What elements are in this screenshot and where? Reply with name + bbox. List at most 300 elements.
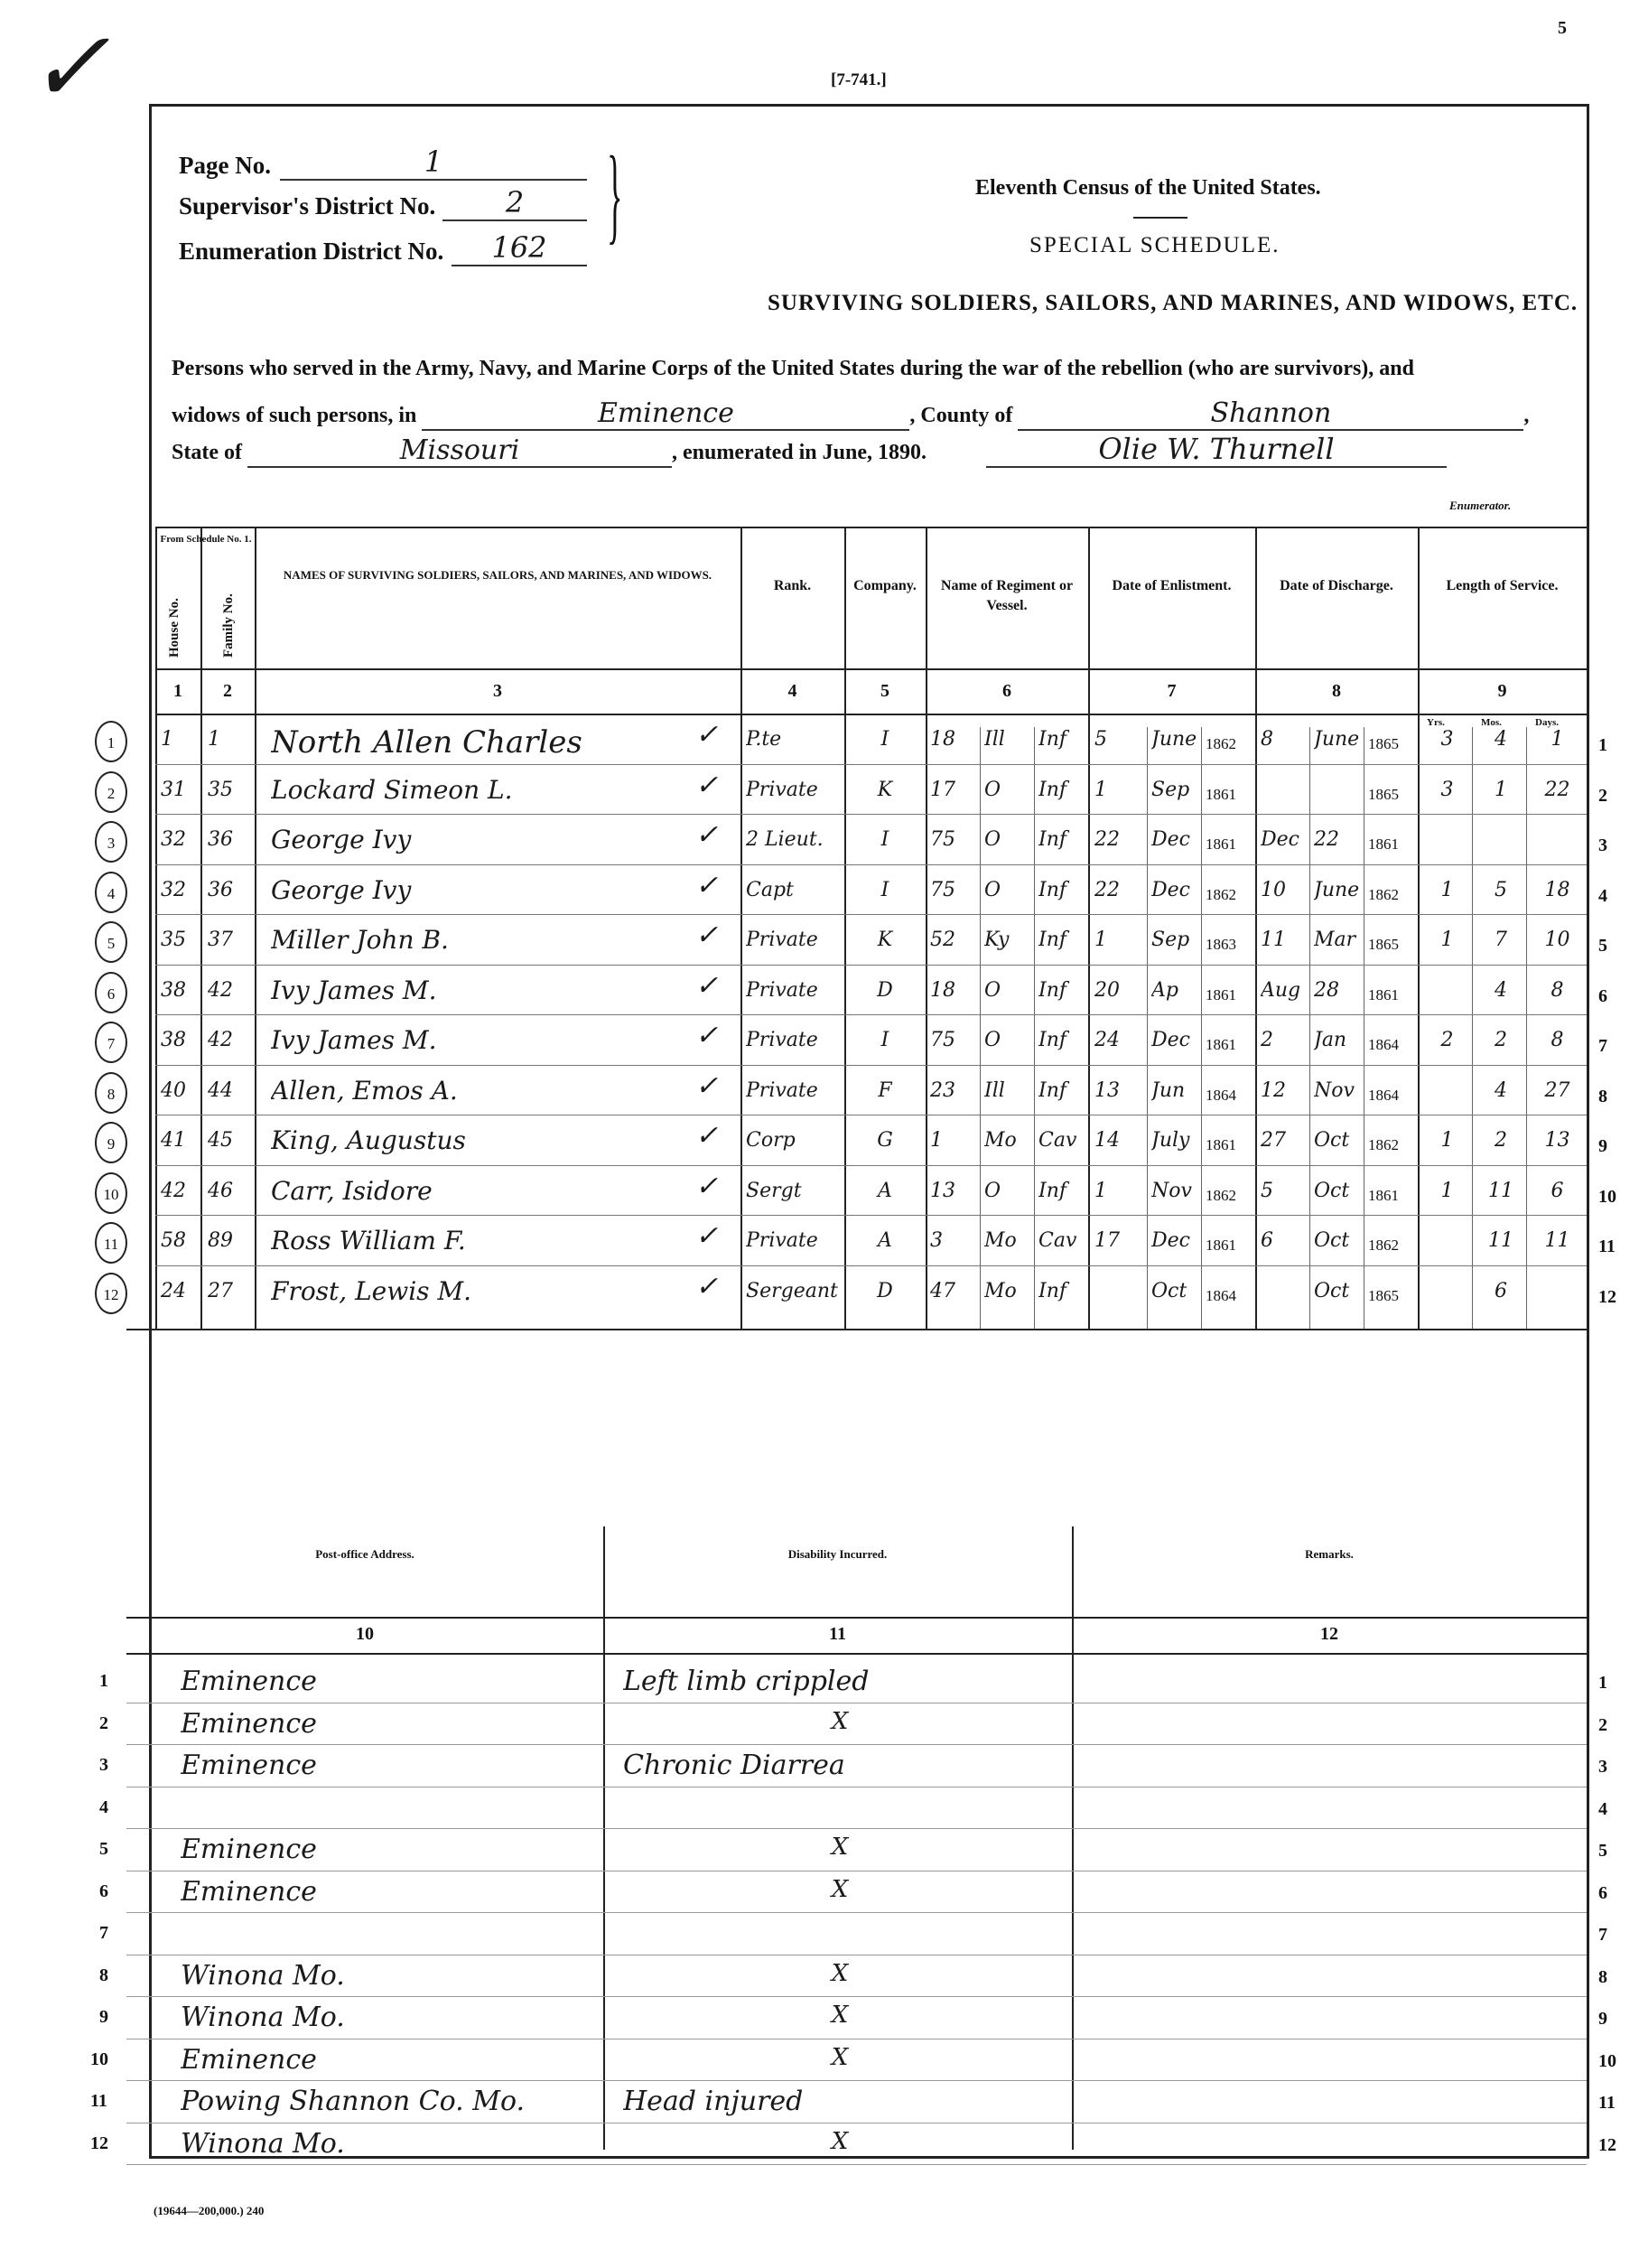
row-circle-marker: 4	[95, 872, 127, 913]
service-days: 1	[1551, 728, 1564, 751]
enlistment-part: July	[1151, 1129, 1190, 1152]
enlistment-part: 1	[1094, 1179, 1107, 1202]
row-circle-marker: 1	[95, 721, 127, 762]
service-months: 11	[1488, 1179, 1513, 1202]
discharge-part: Mar	[1314, 929, 1356, 951]
county-label: , County of	[909, 404, 1013, 427]
enlistment-part: 1864	[1206, 1086, 1236, 1104]
lower-row-number-right: 12	[1598, 2134, 1616, 2155]
row-rule	[155, 1215, 1587, 1216]
regiment-part: Cav	[1038, 1229, 1077, 1252]
check-mark-icon: ✓	[695, 1020, 719, 1051]
column-rule	[926, 527, 927, 1329]
discharge-part: Oct	[1314, 1129, 1350, 1152]
column-number: 4	[787, 681, 797, 701]
rank-header: Rank.	[773, 578, 812, 593]
disability: X	[831, 2127, 849, 2155]
remarks-header: Remarks.	[1305, 1547, 1354, 1561]
enlistment-part: 1864	[1206, 1286, 1236, 1304]
row-rule	[155, 814, 1587, 815]
service-days: 22	[1544, 778, 1570, 801]
lower-row-number: 8	[99, 1965, 108, 1985]
column-rule	[1088, 527, 1090, 1329]
supervisor-label: Supervisor's District No.	[179, 192, 436, 219]
row-rule	[155, 1265, 1587, 1266]
service-years: 3	[1440, 728, 1454, 751]
rank: Private	[746, 1078, 818, 1102]
post-office-address: Powing Shannon Co. Mo.	[181, 2086, 526, 2117]
row-number-right: 2	[1598, 785, 1607, 806]
discharge-part: 1865	[1368, 735, 1399, 752]
discharge-part: 1861	[1368, 985, 1399, 1003]
row-circle-marker: 3	[95, 821, 127, 863]
lower-row-number: 11	[90, 2091, 107, 2111]
service-years: 3	[1440, 778, 1454, 801]
names-header: NAMES OF SURVIVING SOLDIERS, SAILORS, AND MARINES, AND WIDOWS.	[283, 568, 712, 582]
lower-row-number-right: 10	[1598, 2050, 1616, 2071]
title-divider	[1133, 217, 1187, 219]
state-label: State of	[172, 441, 242, 464]
regiment-part: 75	[930, 878, 955, 901]
lower-column-rule	[1072, 1526, 1074, 2150]
service-years: 1	[1440, 1129, 1454, 1152]
row-circle-marker: 11	[95, 1222, 127, 1264]
service-days: 6	[1551, 1179, 1564, 1202]
page-label: Page No.	[179, 152, 271, 179]
discharge-part: 1862	[1368, 1136, 1399, 1153]
service-days: 11	[1544, 1229, 1570, 1252]
lower-row-number: 7	[99, 1923, 108, 1943]
sub-column-rule	[1034, 727, 1035, 1329]
service-months: 2	[1495, 1029, 1507, 1051]
rank: Private	[746, 1029, 818, 1051]
check-mark-icon: ✓	[695, 1120, 719, 1152]
column-number: 8	[1332, 681, 1341, 701]
table-top-rule	[155, 527, 1587, 528]
number-rule	[155, 714, 1587, 715]
enlistment-part: Dec	[1151, 878, 1190, 901]
row-circle-marker: 12	[95, 1273, 127, 1314]
soldier-name: King, Augustus	[271, 1125, 466, 1155]
from-schedule-label: From Schedule No. 1.	[160, 534, 252, 545]
row-number-right: 5	[1598, 936, 1607, 956]
family-number: 27	[208, 1279, 233, 1302]
regiment-part: Cav	[1038, 1129, 1077, 1152]
lower-row-rule	[126, 2080, 1587, 2081]
discharge-header: Date of Discharge.	[1280, 578, 1393, 593]
row-number-right: 12	[1598, 1286, 1616, 1307]
soldier-name: George Ivy	[271, 874, 412, 905]
lower-row-number-right: 5	[1598, 1841, 1607, 1861]
family-number: 36	[208, 878, 233, 901]
enlistment-part: June	[1151, 728, 1197, 751]
company: D	[877, 978, 893, 1002]
rank: Sergeant	[746, 1279, 838, 1302]
check-mark-icon: ✓	[695, 1220, 719, 1252]
post-office-address: Eminence	[181, 1834, 317, 1865]
column-number: 1	[173, 681, 182, 701]
house-number: 41	[161, 1129, 186, 1152]
rank: Private	[746, 778, 818, 801]
disability: X	[831, 2002, 849, 2029]
disability-header: Disability Incurred.	[787, 1547, 888, 1561]
house-number: 1	[161, 728, 173, 751]
discharge-part: 2	[1261, 1029, 1273, 1051]
discharge-part: Oct	[1314, 1279, 1350, 1302]
discharge-part: 1861	[1368, 835, 1399, 853]
company: F	[878, 1078, 892, 1102]
lower-row-number: 3	[99, 1755, 108, 1775]
enlistment-header: Date of Enlistment.	[1112, 578, 1232, 593]
place-value: Eminence	[422, 397, 909, 431]
column-number: 9	[1497, 681, 1507, 701]
enlistment-part: 1	[1094, 929, 1107, 951]
enlistment-part: 1861	[1206, 785, 1236, 803]
disability: Head injured	[623, 2086, 804, 2117]
regiment-part: O	[984, 878, 1001, 901]
house-number: 31	[161, 778, 186, 801]
rank: Sergt	[746, 1179, 802, 1202]
company: A	[878, 1179, 892, 1202]
lower-row-rule	[126, 1828, 1587, 1829]
column-rule	[255, 527, 256, 1329]
discharge-part: 1861	[1368, 1186, 1399, 1204]
company: I	[880, 878, 889, 901]
post-office-address: Eminence	[181, 2043, 317, 2076]
company: I	[880, 728, 889, 751]
column-number: 5	[880, 681, 889, 701]
state-value: Missouri	[247, 434, 672, 468]
page-value: 1	[280, 145, 587, 181]
discharge-part: June	[1314, 728, 1360, 751]
service-months: 5	[1495, 878, 1507, 901]
corner-mark: 5	[1558, 18, 1567, 38]
row-rule	[155, 864, 1587, 865]
census-title: Eleventh Census of the United States.	[975, 176, 1321, 200]
service-years: 1	[1440, 1179, 1454, 1202]
enlistment-part: 13	[1094, 1078, 1120, 1102]
post-office-address: Eminence	[181, 1875, 317, 1908]
discharge-part: Nov	[1314, 1078, 1355, 1102]
check-mark-icon: ✓	[695, 819, 719, 851]
post-office-address: Winona Mo.	[181, 1959, 345, 1992]
regiment-part: O	[984, 1029, 1001, 1051]
service-header: Length of Service.	[1446, 578, 1559, 593]
column-number: 6	[1002, 681, 1011, 701]
soldier-name: Ivy James M.	[271, 1025, 437, 1055]
lower-row-number-right: 3	[1598, 1757, 1607, 1777]
discharge-part: Aug	[1261, 978, 1301, 1002]
discharge-part: 1862	[1368, 885, 1399, 903]
enumeration-label: Enumeration District No.	[179, 238, 444, 265]
check-mark-icon: ✓	[695, 919, 719, 951]
enlistment-part: Oct	[1151, 1279, 1187, 1302]
enlistment-part: Ap	[1151, 978, 1178, 1002]
regiment-part: 13	[930, 1179, 955, 1202]
discharge-part: 6	[1261, 1229, 1273, 1252]
house-number: 58	[161, 1229, 186, 1252]
disability: X	[831, 1834, 849, 1861]
enlistment-part: Dec	[1151, 1029, 1190, 1051]
company-header: Company.	[853, 578, 917, 593]
service-days: 8	[1551, 978, 1564, 1002]
regiment-part: Ky	[984, 929, 1010, 951]
disability-number: 11	[829, 1624, 846, 1644]
check-mark-icon: ✓	[695, 719, 719, 751]
soldier-name: Ivy James M.	[271, 975, 437, 1005]
service-years: 1	[1440, 929, 1454, 951]
disability: X	[831, 1959, 849, 1987]
lower-row-number: 6	[99, 1881, 108, 1901]
regiment-part: 17	[930, 778, 955, 801]
enlistment-part: 1861	[1206, 985, 1236, 1003]
po-header: Post-office Address.	[315, 1547, 414, 1561]
family-number: 1	[208, 728, 220, 751]
regiment-part: 52	[930, 929, 955, 951]
enlistment-part: Sep	[1151, 929, 1190, 951]
column-number: 3	[493, 681, 502, 701]
lower-header-rule	[126, 1617, 1587, 1619]
company: D	[877, 1279, 893, 1302]
county-value: Shannon	[1018, 397, 1523, 431]
disability: X	[831, 1707, 849, 1735]
column-rule	[1255, 527, 1257, 1329]
service-months: 7	[1495, 929, 1507, 951]
enlistment-part: 5	[1094, 728, 1107, 751]
soldier-name: Frost, Lewis M.	[271, 1275, 472, 1306]
lower-row-number-right: 1	[1598, 1673, 1607, 1693]
service-days: 27	[1544, 1078, 1570, 1102]
row-circle-marker: 9	[95, 1122, 127, 1163]
regiment-part: Ill	[984, 728, 1005, 751]
enlistment-part: 24	[1094, 1029, 1120, 1051]
rank: P.te	[746, 728, 782, 751]
post-office-address: Winona Mo.	[181, 2127, 345, 2160]
lower-number-rule	[126, 1653, 1587, 1655]
enlistment-part: 1861	[1206, 835, 1236, 853]
company: K	[877, 778, 893, 801]
sub-column-rule	[1526, 727, 1527, 1329]
regiment-part: Inf	[1038, 1029, 1067, 1051]
enlistment-part: 22	[1094, 878, 1120, 901]
column-rule	[1587, 527, 1588, 1329]
row-rule	[155, 764, 1587, 765]
discharge-part: 27	[1261, 1129, 1286, 1152]
soldier-name: Miller John B.	[271, 925, 449, 955]
intro-line2: widows of such persons, in Eminence , County of Shannon ,	[172, 397, 1530, 429]
lower-row-number: 9	[99, 2007, 108, 2027]
schedule-subtitle: SURVIVING SOLDIERS, SAILORS, AND MARINES, AND WIDOWS, ETC.	[768, 291, 1578, 315]
regiment-part: Inf	[1038, 878, 1067, 901]
lower-row-number: 1	[99, 1671, 108, 1691]
regiment-part: O	[984, 828, 1001, 851]
check-mark-icon: ✓	[695, 969, 719, 1002]
house-number: 40	[161, 1078, 186, 1102]
post-office-address: Eminence	[181, 1750, 317, 1781]
discharge-part: Oct	[1314, 1229, 1350, 1252]
family-number: 35	[208, 778, 233, 801]
enlistment-part: Dec	[1151, 828, 1190, 851]
lower-row-number-right: 9	[1598, 2009, 1607, 2029]
regiment-part: 18	[930, 728, 955, 751]
rank: Private	[746, 929, 818, 951]
row-circle-marker: 5	[95, 921, 127, 963]
regiment-part: O	[984, 978, 1001, 1002]
row-circle-marker: 6	[95, 972, 127, 1013]
discharge-part: 1865	[1368, 785, 1399, 803]
yrs-label: Yrs.	[1427, 717, 1445, 728]
post-office-address: Eminence	[181, 1707, 317, 1740]
table-bottom-rule	[126, 1329, 1587, 1330]
check-mark-icon: ✓	[695, 869, 719, 901]
row-number-right: 4	[1598, 885, 1607, 906]
widows-prefix: widows of such persons, in	[172, 404, 417, 427]
checkmark-icon: ✓	[27, 9, 111, 125]
regiment-part: Inf	[1038, 728, 1067, 751]
column-rule	[740, 527, 742, 1329]
regiment-part: Inf	[1038, 1078, 1067, 1102]
discharge-part: June	[1314, 878, 1360, 901]
discharge-part: 22	[1314, 828, 1339, 851]
row-number-right: 11	[1598, 1237, 1616, 1256]
regiment-part: O	[984, 778, 1001, 801]
lower-row-rule	[126, 2164, 1587, 2165]
row-number-right: 7	[1598, 1036, 1607, 1056]
regiment-part: Ill	[984, 1078, 1005, 1102]
regiment-part: O	[984, 1179, 1001, 1202]
row-number-right: 1	[1598, 735, 1607, 755]
lower-row-number: 5	[99, 1839, 108, 1859]
lower-row-number: 10	[90, 2049, 108, 2069]
row-rule	[155, 914, 1587, 915]
discharge-part: 1864	[1368, 1036, 1399, 1053]
regiment-part: 3	[930, 1229, 943, 1252]
regiment-part: Inf	[1038, 1179, 1067, 1202]
intro-line3	[172, 432, 1567, 468]
lower-row-number-right: 8	[1598, 1966, 1607, 1987]
schedule-title: SPECIAL SCHEDULE.	[1029, 233, 1280, 257]
column-number: 7	[1167, 681, 1177, 701]
discharge-part: 1865	[1368, 1286, 1399, 1304]
intro-line1: Persons who served in the Army, Navy, and Marine Corps of the United States during the war of the rebellion (who are survivors), and	[172, 357, 1414, 380]
lower-row-rule	[126, 1912, 1587, 1913]
company: G	[877, 1129, 893, 1152]
regiment-part: 47	[930, 1279, 955, 1302]
enumeration-value: 162	[452, 230, 587, 266]
post-office-address: Eminence	[181, 1666, 317, 1697]
column-rule	[155, 527, 157, 1329]
row-number-right: 3	[1598, 835, 1607, 855]
house-number: 32	[161, 878, 186, 901]
column-rule	[844, 527, 846, 1329]
company: A	[878, 1229, 892, 1252]
supervisor-value: 2	[442, 185, 587, 221]
header-brace: }	[607, 134, 623, 254]
discharge-part: 8	[1261, 728, 1273, 751]
discharge-part: 1865	[1368, 936, 1399, 953]
disability: X	[831, 1875, 849, 1903]
discharge-part: Oct	[1314, 1179, 1350, 1202]
regiment-part: 1	[930, 1129, 943, 1152]
form-number: [7-741.]	[831, 70, 887, 89]
enlistment-part: 22	[1094, 828, 1120, 851]
sub-column-rule	[980, 727, 981, 1329]
disability: Chronic Diarrea	[623, 1750, 845, 1781]
regiment-part: Mo	[984, 1229, 1017, 1252]
enlistment-part: 1862	[1206, 735, 1236, 752]
enumerated-text: , enumerated in June, 1890.	[671, 441, 927, 464]
rank: Private	[746, 978, 818, 1002]
lower-row-number: 2	[99, 1713, 108, 1733]
family-number: 42	[208, 1029, 233, 1051]
lower-row-number-right: 6	[1598, 1882, 1607, 1903]
enlistment-part: 1863	[1206, 936, 1236, 953]
days-label: Days.	[1535, 717, 1559, 728]
lower-row-number-right: 7	[1598, 1925, 1607, 1945]
family-number: 46	[208, 1179, 233, 1202]
po-number: 10	[356, 1624, 374, 1644]
house-number: 38	[161, 978, 186, 1002]
lower-column-rule	[603, 1526, 605, 2150]
regiment-part: 23	[930, 1078, 955, 1102]
soldier-name: Lockard Simeon L.	[271, 774, 513, 805]
disability: X	[831, 2043, 849, 2071]
discharge-part: Jan	[1314, 1029, 1347, 1051]
family-number: 44	[208, 1078, 233, 1102]
rank: Private	[746, 1229, 818, 1252]
row-number-right: 6	[1598, 985, 1607, 1006]
row-number-right: 8	[1598, 1086, 1607, 1106]
lower-row-number: 12	[90, 2133, 108, 2153]
company: I	[880, 828, 889, 851]
regiment-part: 75	[930, 1029, 955, 1051]
lower-row-number: 4	[99, 1797, 108, 1817]
row-number-right: 9	[1598, 1136, 1607, 1156]
service-days: 10	[1544, 929, 1570, 951]
discharge-part: Dec	[1261, 828, 1299, 851]
row-number-right: 10	[1598, 1186, 1616, 1207]
row-circle-marker: 7	[95, 1022, 127, 1063]
enumerator-signature: Olie W. Thurnell	[986, 432, 1447, 468]
enumerator-label: Enumerator.	[1449, 499, 1512, 512]
remarks-number: 12	[1320, 1624, 1338, 1644]
rank: 2 Lieut.	[746, 828, 824, 851]
enlistment-part: 14	[1094, 1129, 1120, 1152]
family-number: 45	[208, 1129, 233, 1152]
enlistment-part: 1861	[1206, 1136, 1236, 1153]
discharge-part: 11	[1261, 929, 1286, 951]
column-rule	[200, 527, 202, 1329]
company: I	[880, 1029, 889, 1051]
soldier-name: Carr, Isidore	[271, 1175, 433, 1206]
row-rule	[155, 1014, 1587, 1015]
check-mark-icon: ✓	[695, 1170, 719, 1202]
enlistment-part: Nov	[1151, 1179, 1192, 1202]
soldier-name: Allen, Emos A.	[271, 1075, 458, 1106]
regiment-part: Inf	[1038, 778, 1067, 801]
service-years: 2	[1440, 1029, 1454, 1051]
service-days: 13	[1544, 1129, 1570, 1152]
family-number: 37	[208, 929, 233, 951]
house-number: 32	[161, 828, 186, 851]
rank: Capt	[746, 878, 794, 901]
mos-label: Mos.	[1481, 717, 1502, 728]
regiment-header: Name of Regiment or Vessel.	[940, 578, 1074, 613]
rank: Corp	[746, 1129, 796, 1152]
regiment-part: 75	[930, 828, 955, 851]
service-months: 1	[1495, 778, 1507, 801]
service-years: 1	[1440, 878, 1454, 901]
